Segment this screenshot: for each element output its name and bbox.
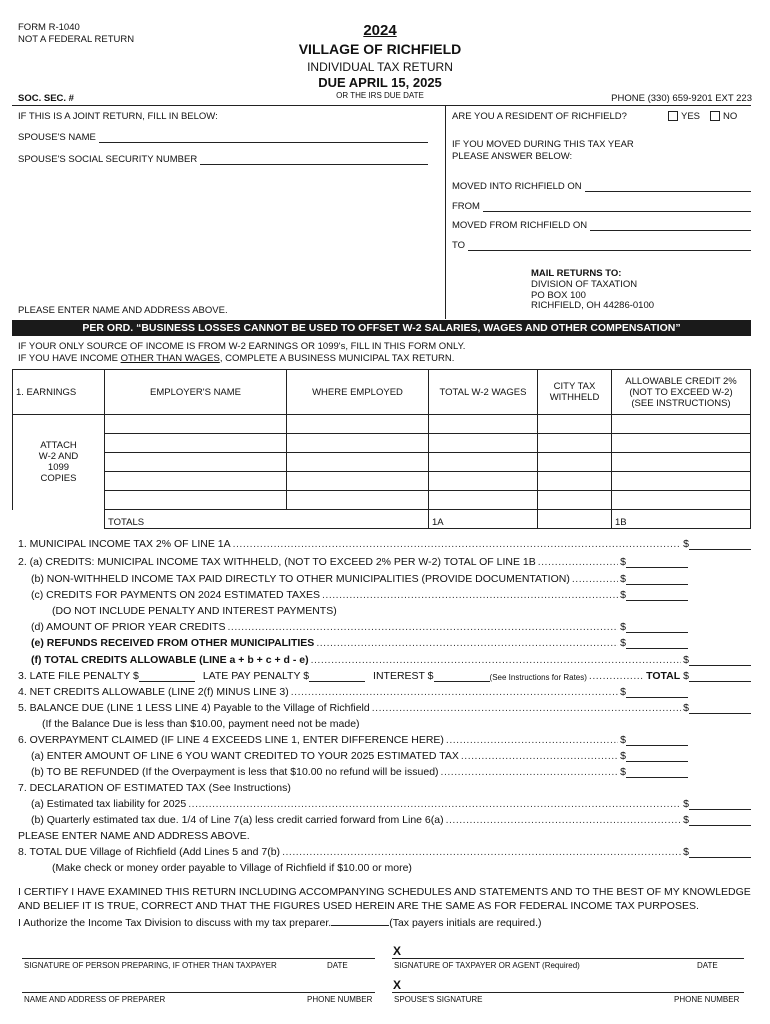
soc-sec-label: SOC. SEC. # [18, 93, 74, 104]
line-3-total[interactable] [689, 670, 751, 682]
spouse-name-field[interactable] [18, 132, 428, 143]
resident-question: ARE YOU A RESIDENT OF RICHFIELD? [452, 111, 627, 122]
line-7-note: PLEASE ENTER NAME AND ADDRESS ABOVE. [18, 830, 250, 842]
w2-cell[interactable] [429, 453, 538, 472]
phone-label: PHONE (330) 659-9201 EXT 223 [611, 93, 752, 104]
mail-line-3: RICHFIELD, OH 44286-0100 [531, 300, 655, 311]
w2-only-note: IF YOUR ONLY SOURCE OF INCOME IS FROM W-2 EARNINGS OR 1099's, FILL IN THIS FORM ONLY. [18, 341, 466, 352]
line-2f: (f) TOTAL CREDITS ALLOWABLE (LINE a + b + c + d - e) ..... $ [18, 654, 751, 666]
w2-cell[interactable] [429, 472, 538, 491]
line-2f-amount[interactable] [689, 654, 751, 666]
col-total-w2: TOTAL W-2 WAGES [429, 370, 538, 415]
where-cell[interactable] [287, 415, 429, 434]
credit-cell[interactable] [612, 415, 751, 434]
joint-return-label: IF THIS IS A JOINT RETURN, FILL IN BELOW: [18, 111, 218, 122]
spouse-signature-label: SPOUSE'S SIGNATURE [394, 995, 483, 1004]
attach-w2-note: ATTACH W-2 AND 1099 COPIES [13, 415, 105, 510]
line-1: 1. MUNICIPAL INCOME TAX 2% OF LINE 1A ..... $ [18, 538, 751, 550]
where-cell[interactable] [287, 472, 429, 491]
line-2c-amount[interactable] [626, 589, 688, 601]
line-6b: (b) TO BE REFUNDED (If the Overpayment is less that $10.00 no refund will be issued) ..... $ [18, 766, 751, 778]
line-5-amount[interactable] [689, 702, 751, 714]
w2-cell[interactable] [429, 434, 538, 453]
resident-yes-checkbox[interactable]: YES [668, 111, 700, 122]
line-6b-amount[interactable] [626, 766, 688, 778]
line-6-amount[interactable] [626, 734, 688, 746]
line-7b: (b) Quarterly estimated tax due. 1/4 of Line 7(a) less credit carried forward from Line 6(a) ..... $ [18, 814, 751, 826]
due-date-alt: OR THE IRS DUE DATE [336, 91, 424, 100]
line-2e: (e) REFUNDS RECEIVED FROM OTHER MUNICIPALITIES ..... $ [18, 637, 751, 649]
business-loss-banner: PER ORD. “BUSINESS LOSSES CANNOT BE USED TO OFFSET W-2 SALARIES, WAGES AND OTHER COMPENSATION” [12, 320, 751, 336]
moved-question-2: PLEASE ANSWER BELOW: [452, 151, 573, 162]
city-tax-cell[interactable] [538, 434, 612, 453]
credit-cell[interactable] [612, 434, 751, 453]
city-tax-cell[interactable] [538, 415, 612, 434]
preparer-initials-input[interactable] [331, 914, 389, 926]
moved-into-field[interactable]: MOVED INTO RICHFIELD ON [452, 181, 751, 192]
line-2d-amount[interactable] [626, 621, 688, 633]
employer-cell[interactable] [105, 434, 287, 453]
certify-line-2: AND BELIEF IT IS TRUE, CORRECT AND THAT THE FIGURES USED HEREIN ARE THE SAME AS FOR FEDERAL INCOME TAX PURPOSES. [18, 900, 699, 912]
moved-from-location-field[interactable]: FROM [452, 201, 751, 212]
moved-to-field[interactable]: TO [452, 240, 751, 251]
moved-question-1: IF YOU MOVED DURING THIS TAX YEAR [452, 139, 634, 150]
taxpayer-signature-line[interactable] [392, 958, 744, 959]
line-2a-amount[interactable] [626, 556, 688, 568]
line-2c-note: (DO NOT INCLUDE PENALTY AND INTEREST PAYMENTS) [52, 605, 337, 617]
spouse-phone-label: PHONE NUMBER [674, 995, 740, 1004]
certify-line-3: I Authorize the Income Tax Division to discuss with my tax preparer. (Tax payers initials are required.) [18, 914, 542, 929]
employer-cell[interactable] [105, 491, 287, 510]
w2-cell[interactable] [429, 491, 538, 510]
credit-cell[interactable] [612, 453, 751, 472]
interest-input[interactable] [434, 670, 490, 682]
line-8-note: (Make check or money order payable to Village of Richfield if $10.00 or more) [52, 862, 412, 874]
mail-line-2: PO BOX 100 [531, 290, 586, 301]
line-6a-amount[interactable] [626, 750, 688, 762]
late-file-penalty-input[interactable] [139, 670, 195, 682]
totals-label: TOTALS [105, 510, 429, 529]
employer-cell[interactable] [105, 453, 287, 472]
preparer-address-label: NAME AND ADDRESS OF PREPARER [24, 995, 166, 1004]
total-1b[interactable]: 1B [612, 510, 751, 529]
form-id: FORM R-1040 [18, 22, 80, 33]
line-2b-amount[interactable] [626, 573, 688, 585]
line-6: 6. OVERPAYMENT CLAIMED (IF LINE 4 EXCEEDS LINE 1, ENTER DIFFERENCE HERE) ..... $ [18, 734, 751, 746]
spouse-sign-x: X [393, 978, 402, 992]
not-federal-label: NOT A FEDERAL RETURN [18, 34, 135, 45]
city-tax-cell[interactable] [538, 453, 612, 472]
taxpayer-sign-x: X [393, 944, 402, 958]
taxpayer-signature-label: SIGNATURE OF TAXPAYER OR AGENT (Required) [394, 961, 580, 970]
preparer-phone-label: PHONE NUMBER [307, 995, 373, 1004]
col-employer-name: EMPLOYER'S NAME [105, 370, 287, 415]
line-6a: (a) ENTER AMOUNT OF LINE 6 YOU WANT CREDITED TO YOUR 2025 ESTIMATED TAX ..... $ [18, 750, 751, 762]
line-8: 8. TOTAL DUE Village of Richfield (Add Lines 5 and 7(b) ..... $ [18, 846, 751, 858]
col-where-employed: WHERE EMPLOYED [287, 370, 429, 415]
spouse-ssn-field[interactable] [18, 154, 428, 165]
line-4: 4. NET CREDITS ALLOWABLE (LINE 2(f) MINUS LINE 3) ..... $ [18, 686, 751, 698]
employer-cell[interactable] [105, 472, 287, 491]
credit-cell[interactable] [612, 472, 751, 491]
employer-cell[interactable] [105, 415, 287, 434]
credit-cell[interactable] [612, 491, 751, 510]
spouse-name-label: SPOUSE'S NAME [18, 132, 96, 143]
line-5: 5. BALANCE DUE (LINE 1 LESS LINE 4) Payable to the Village of Richfield ..... $ [18, 702, 751, 714]
line-4-amount[interactable] [626, 686, 688, 698]
line-2b: (b) NON-WITHHELD INCOME TAX PAID DIRECTLY TO OTHER MUNICIPALITIES (PROVIDE DOCUMENTATION) ..... $ [18, 573, 751, 585]
earnings-table [12, 369, 751, 529]
where-cell[interactable] [287, 434, 429, 453]
line-2d: (d) AMOUNT OF PRIOR YEAR CREDITS ..... $ [18, 621, 751, 633]
preparer-date-label: DATE [327, 961, 348, 970]
mail-line-1: DIVISION OF TAXATION [531, 279, 638, 290]
spouse-signature-line[interactable] [392, 992, 744, 993]
tax-year: 2024 [363, 22, 397, 39]
line-7a: (a) Estimated tax liability for 2025 ..... $ [18, 798, 751, 810]
preparer-signature-label: SIGNATURE OF PERSON PREPARING, IF OTHER THAN TAXPAYER [24, 961, 277, 970]
line-7: 7. DECLARATION OF ESTIMATED TAX (See Instructions) [18, 782, 291, 794]
earnings-section-label: 1. EARNINGS [13, 370, 105, 415]
mail-title: MAIL RETURNS TO: [531, 268, 622, 279]
line-1-amount[interactable] [689, 538, 751, 550]
col-allowable-credit: ALLOWABLE CREDIT 2% (NOT TO EXCEED W-2) (SEE INSTRUCTIONS) [612, 370, 751, 415]
late-pay-penalty-input[interactable] [309, 670, 365, 682]
line-2a: 2. (a) CREDITS: MUNICIPAL INCOME TAX WITHHELD, (NOT TO EXCEED 2% PER W-2) TOTAL OF LINE 1B ..... $ [18, 556, 751, 568]
preparer-address-line[interactable] [22, 992, 375, 993]
line-2c: (c) CREDITS FOR PAYMENTS ON 2024 ESTIMATED TAXES ..... $ [18, 589, 751, 601]
city-tax-cell[interactable] [538, 491, 612, 510]
where-cell[interactable] [287, 491, 429, 510]
certify-line-1: I CERTIFY I HAVE EXAMINED THIS RETURN INCLUDING ACCOMPANYING SCHEDULES AND STATEMENTS AND TO THE BEST OF MY KNOWLEDGE [18, 886, 751, 898]
spouse-ssn-label: SPOUSE'S SOCIAL SECURITY NUMBER [18, 154, 198, 165]
moved-from-date-field[interactable]: MOVED FROM RICHFIELD ON [452, 220, 751, 231]
line-3: 3. LATE FILE PENALTY $ LATE PAY PENALTY $ INTEREST $ (See Instructions for Rates) ..... TOTAL $ [18, 670, 751, 682]
line-7b-amount[interactable] [689, 814, 751, 826]
line-7a-amount[interactable] [689, 798, 751, 810]
line-2e-amount[interactable] [626, 637, 688, 649]
col-city-tax: CITY TAX WITHHELD [538, 370, 612, 415]
line-5-note: (If the Balance Due is less than $10.00, payment need not be made) [42, 718, 360, 730]
form-subtitle: INDIVIDUAL TAX RETURN [307, 60, 453, 74]
enter-name-address-label: PLEASE ENTER NAME AND ADDRESS ABOVE. [18, 305, 228, 316]
other-income-note: IF YOU HAVE INCOME OTHER THAN WAGES, COMPLETE A BUSINESS MUNICIPAL TAX RETURN. [18, 353, 455, 364]
taxpayer-date-label: DATE [697, 961, 718, 970]
form-title: VILLAGE OF RICHFIELD [298, 41, 462, 57]
city-tax-cell[interactable] [538, 472, 612, 491]
total-1a[interactable]: 1A [429, 510, 538, 529]
line-8-amount[interactable] [689, 846, 751, 858]
where-cell[interactable] [287, 453, 429, 472]
resident-no-checkbox[interactable]: NO [710, 111, 737, 122]
preparer-signature-line[interactable] [22, 958, 375, 959]
w2-cell[interactable] [429, 415, 538, 434]
due-date: DUE APRIL 15, 2025 [318, 75, 442, 90]
